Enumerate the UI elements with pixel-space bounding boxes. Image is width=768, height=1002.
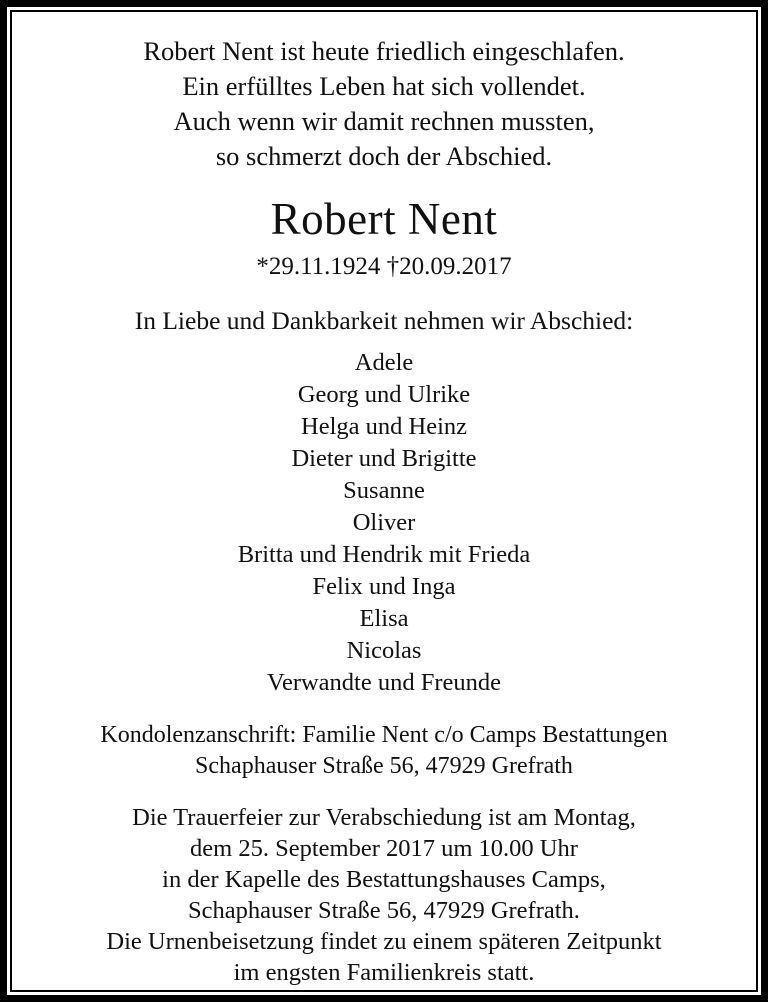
deceased-name-block (256, 192, 511, 285)
ceremony-line: Die Trauerfeier zur Verabschiedung ist am Montag, (132, 804, 636, 831)
list-item: Helga und Heinz (301, 413, 467, 440)
condolence-address-line: Schaphauser Straße 56, 47929 Grefrath (195, 753, 573, 779)
farewell-intro: In Liebe und Dankbarkeit nehmen wir Abschied: (134, 306, 634, 335)
verse-line: so schmerzt doch der Abschied. (215, 141, 553, 171)
verse-line: Robert Nent ist heute friedlich eingeschlafen. (143, 36, 625, 66)
verse-line: Ein erfülltes Leben hat sich vollendet. (182, 71, 586, 101)
condolence-address-block (100, 720, 667, 782)
list-item: Oliver (352, 509, 416, 536)
condolence-address-line: Kondolenzanschrift: Familie Nent c/o Camps Bestattungen (100, 722, 668, 748)
ceremony-details-block (106, 802, 661, 988)
ceremony-line: Schaphauser Straße 56, 47929 Grefrath. (188, 897, 580, 924)
notice-sheet (12, 12, 756, 990)
list-item: Susanne (343, 477, 425, 504)
memorial-verse (143, 34, 624, 174)
mourners-list (238, 347, 531, 699)
list-item: Elisa (359, 605, 409, 632)
mourning-border-inner (10, 10, 758, 992)
mourning-border-outer (7, 7, 761, 995)
ceremony-line: Die Urnenbeisetzung findet zu einem späteren Zeitpunkt (106, 928, 662, 955)
ceremony-line: in der Kapelle des Bestattungshauses Camps, (162, 866, 606, 893)
list-item: Nicolas (346, 637, 422, 664)
ceremony-line: dem 25. September 2017 um 10.00 Uhr (190, 835, 578, 862)
list-item: Dieter und Brigitte (291, 445, 477, 472)
list-item: Felix und Inga (312, 573, 456, 600)
ceremony-line: im engsten Familienkreis statt. (233, 959, 535, 986)
list-item: Verwandte und Freunde (266, 669, 502, 696)
verse-line: Auch wenn wir damit rechnen mussten, (173, 106, 595, 136)
list-item: Georg und Ulrike (297, 381, 471, 408)
life-dates: *29.11.1924 †20.09.2017 (256, 253, 512, 280)
list-item: Britta und Hendrik mit Frieda (237, 541, 531, 568)
deceased-name: Robert Nent (270, 194, 498, 244)
list-item: Adele (354, 349, 414, 376)
